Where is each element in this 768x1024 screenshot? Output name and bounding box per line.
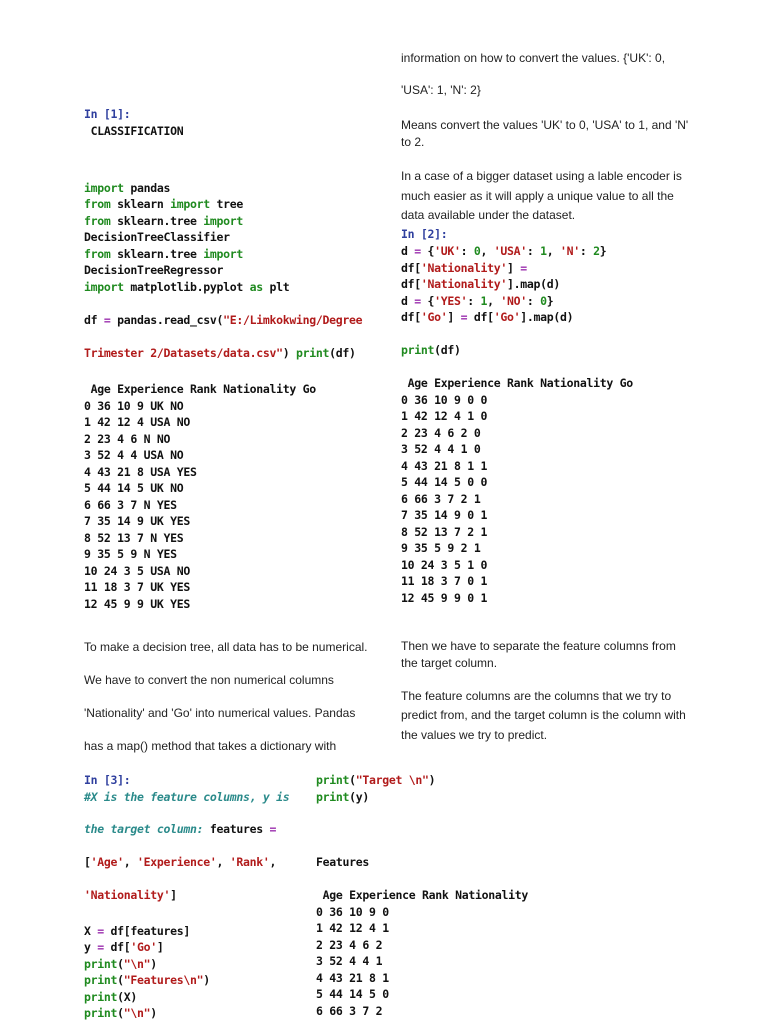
code-line: import pandas (84, 181, 171, 195)
prose-line: the target column. (401, 656, 498, 670)
table-header: Age Experience Rank Nationality Go (84, 382, 316, 396)
table-row: 7 35 14 9 UK YES (84, 514, 190, 528)
table-row: 0 36 10 9 0 (316, 904, 389, 919)
code-line: X = df[features] (84, 924, 190, 938)
code-line: d = {'YES': 1, 'NO': 0} (401, 294, 554, 308)
code-line: df['Go'] = df['Go'].map(d) (401, 310, 574, 324)
code-line: from sklearn.tree import (84, 247, 243, 261)
code-line: print("Features\n") (84, 973, 210, 987)
table-row: 0 36 10 9 UK NO (84, 398, 184, 413)
print-target-line: print("Target \n") (316, 773, 436, 787)
table-row: 1 42 12 4 1 0 (401, 409, 488, 423)
prose-line: much easier as it will apply a unique value to all the (401, 189, 674, 203)
code-line: DecisionTreeClassifier (84, 230, 230, 244)
code-line: print("\n") (84, 957, 157, 971)
table-row: 1 42 12 4 USA NO (84, 415, 190, 429)
code-line: from sklearn import tree (84, 197, 243, 211)
cell3-prompt: In [3]: (84, 773, 131, 787)
prose-line: The feature columns are the columns that we try to (401, 689, 672, 703)
print-df-line: print(df) (401, 343, 461, 357)
prose-line: data available under the dataset. (401, 208, 576, 222)
table-row: 2 23 4 6 2 (316, 937, 383, 952)
table-row: 9 35 5 9 N YES (84, 547, 177, 561)
prose-line: We have to convert the non numerical columns (84, 673, 334, 687)
code-line: from sklearn.tree import (84, 214, 243, 228)
table-row: 6 66 3 7 2 1 (401, 491, 481, 506)
classification-heading: CLASSIFICATION (84, 124, 184, 138)
prose-line: To make a decision tree, all data has to be numerical. (84, 640, 368, 654)
prose-line: In a case of a bigger dataset using a lable encoder is (401, 169, 682, 183)
table-header: Age Experience Rank Nationality (316, 888, 528, 902)
code-line: d = {'UK': 0, 'USA': 1, 'N': 2} (401, 244, 607, 258)
table-row: 11 18 3 7 0 1 (401, 574, 488, 588)
table-row: 2 23 4 6 2 0 (401, 425, 481, 440)
features-list-line: ['Age', 'Experience', 'Rank', (84, 855, 277, 869)
table-row: 4 43 21 8 USA YES (84, 464, 197, 479)
comment-line-2: the target column: features = (84, 822, 277, 836)
table-row: 5 44 14 5 0 (316, 987, 389, 1001)
table-row: 3 52 4 4 USA NO (84, 448, 184, 462)
prose-line: information on how to convert the values. {'UK': 0, (401, 51, 666, 65)
table-row: 4 43 21 8 1 (316, 970, 389, 985)
table-header: Age Experience Rank Nationality Go (401, 376, 633, 390)
table-row: 7 35 14 9 0 1 (401, 508, 488, 522)
table-row: 5 44 14 5 0 0 (401, 475, 488, 489)
table-row: 2 23 4 6 N NO (84, 431, 171, 446)
table-row: 9 35 5 9 2 1 (401, 541, 481, 555)
prose-line: 'USA': 1, 'N': 2} (401, 83, 481, 97)
table-row: 8 52 13 7 N YES (84, 530, 184, 545)
features-list-line-2: 'Nationality'] (84, 888, 177, 902)
code-line: print(X) (84, 990, 137, 1004)
code-line: import matplotlib.pyplot as plt (84, 280, 290, 294)
table-row: 4 43 21 8 1 1 (401, 458, 488, 473)
table-row: 11 18 3 7 UK YES (84, 580, 190, 594)
print-y-line: print(y) (316, 790, 369, 804)
prose-line: has a map() method that takes a dictionary with (84, 739, 337, 753)
table-row: 3 52 4 4 1 (316, 954, 383, 968)
read-csv-line: df = pandas.read_csv("E:/Limkokwing/Degree (84, 313, 363, 327)
prose-line: the values we try to predict. (401, 728, 548, 742)
table-row: 6 66 3 7 2 (316, 1003, 383, 1018)
cell2-prompt: In [2]: (401, 227, 448, 241)
table-row: 10 24 3 5 USA NO (84, 563, 190, 578)
prose-line: 'Nationality' and 'Go' into numerical values. Pandas (84, 706, 356, 720)
code-line: y = df['Go'] (84, 940, 164, 954)
code-line: print("\n") (84, 1006, 157, 1020)
prose-line: Means convert the values 'UK' to 0, 'USA' to 1, and 'N' (401, 118, 689, 132)
cell1-prompt: In [1]: (84, 107, 131, 121)
code-line: df['Nationality'] = (401, 261, 527, 275)
prose-line: predict from, and the target column is the column with (401, 708, 686, 722)
table-row: 10 24 3 5 1 0 (401, 557, 488, 572)
code-line: df['Nationality'].map(d) (401, 277, 560, 291)
table-row: 8 52 13 7 2 1 (401, 524, 488, 539)
table-row: 12 45 9 9 UK YES (84, 596, 190, 611)
comment-line: #X is the feature columns, y is (84, 790, 290, 804)
table-row: 1 42 12 4 1 (316, 921, 389, 935)
features-label: Features (316, 855, 369, 869)
prose-line: to 2. (401, 135, 425, 149)
code-line: DecisionTreeRegressor (84, 263, 224, 277)
read-csv-line-2: Trimester 2/Datasets/data.csv") print(df) (84, 346, 356, 360)
table-row: 3 52 4 4 1 0 (401, 442, 481, 456)
prose-line: Then we have to separate the feature columns from (401, 639, 676, 653)
table-row: 6 66 3 7 N YES (84, 497, 177, 512)
table-row: 0 36 10 9 0 0 (401, 392, 488, 407)
table-row: 5 44 14 5 UK NO (84, 481, 184, 495)
table-row: 12 45 9 9 0 1 (401, 590, 488, 605)
